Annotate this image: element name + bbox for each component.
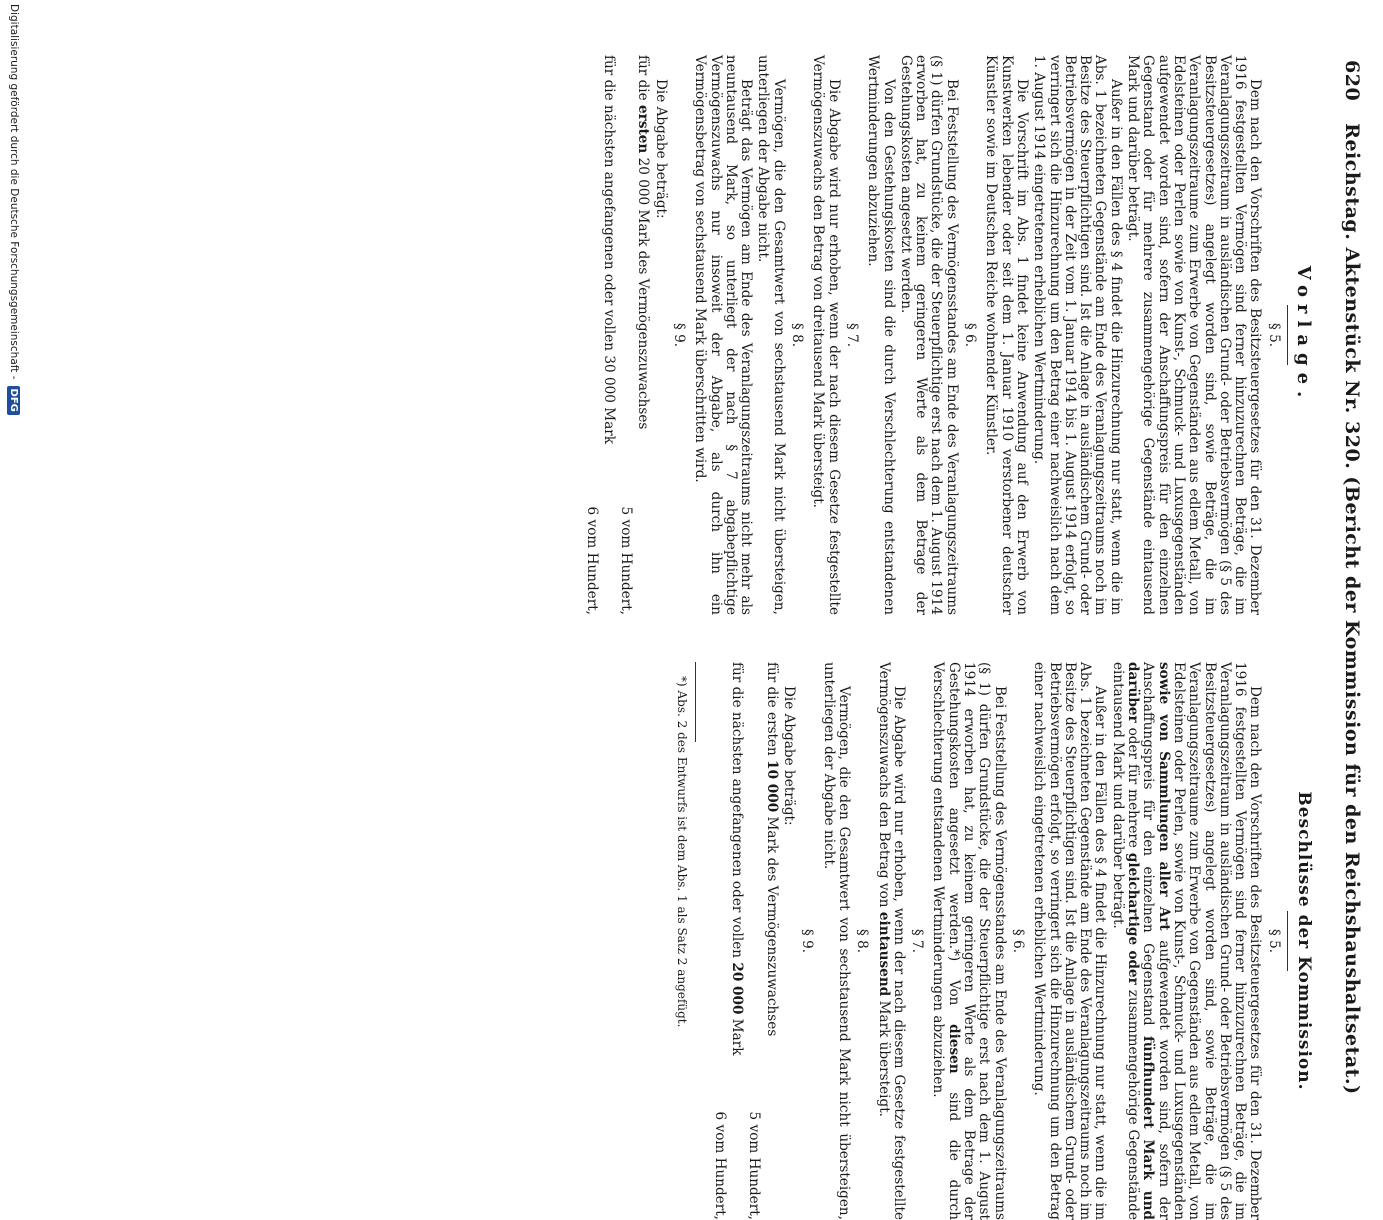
amendment-emphasis: sowie von Sammlungen aller Art: [1155, 662, 1172, 931]
section-heading: § 9.: [671, 322, 688, 348]
paragraph: Bei Feststellung des Vermögensstandes am Ende des Veranlagungszeitraums (§ 1) dürfen Grundstücke, die der Steuerpflichtige erst nach dem 1. August 1914 erworben hat, zu keinem geringeren Werte als dem Betrage der Gestehungskosten angesetzt werden.: [897, 55, 960, 615]
rate-label: für die nächsten angefangenen oder vollen 20 000 Mark: [729, 662, 746, 1056]
section-heading: § 8.: [854, 928, 871, 954]
page-number: 620: [1341, 60, 1363, 102]
section-heading: § 7.: [909, 928, 926, 954]
paragraph: Vermögen, die den Gesamtwert von sechstausend Mark nicht übersteigen, unterliegen der Abgabe nicht.: [755, 55, 787, 615]
paragraph: Bei Feststellung des Vermögensstandes am Ende des Veranlagungszeitraums (§ 1) dürfen Grundstücke, die der Steuerpflichtige erst nach dem 1. August 1914 erworben hat, zu keinem geringeren Werte als dem Betrage der Gestehungskosten angesetzt werden.*) Von diesen sind die durch Verschlechterung entstandenen Wertminderungen abzuziehen.: [930, 662, 1008, 1220]
dfg-logo: DFG: [8, 386, 21, 415]
footnote: *) Abs. 2 des Entwurfs ist dem Abs. 1 als Satz 2 angefügt.: [674, 676, 689, 1028]
column-heading-beschluesse: Beschlüsse der Kommission.: [1294, 791, 1314, 1091]
rate-line: [764, 662, 779, 1220]
paragraph: Vermögen, die den Gesamtwert von sechstausend Mark nicht übersteigen, unterliegen der Abgabe nicht.: [820, 662, 852, 1220]
heading-rule: [1287, 911, 1288, 971]
column-beschluesse: [671, 662, 1313, 1220]
rate-value: 6 vom Hundert,: [583, 506, 600, 615]
amendment-emphasis: diesen: [945, 1024, 962, 1074]
amendment-emphasis: gleichartige oder: [1125, 852, 1142, 985]
section-heading: § 5.: [1265, 322, 1282, 348]
credit-text: Digitalisierung gefördert durch die Deutsche Forschungsgemeinschaft -: [8, 4, 20, 380]
section-heading: § 7.: [843, 322, 860, 348]
paragraph: Außer in den Fällen des § 4 findet die Hinzurechnung nur statt, wenn die im Abs. 1 bezeichneten Gegenstände am Ende des Veranlagungszeitraums noch im Besitze des Steuerpflichtigen sind. Ist die Anlage in ausländischem Grund- oder Betriebsvermögen erfolgt, so verringert sich die Hinzurechnung um den Betrag einer nachweislich eingetretenen erheblichen Wertminderung.: [1031, 662, 1109, 1220]
amendment-emphasis: eintausend: [875, 911, 892, 997]
rate-value: 5 vom Hundert,: [618, 506, 635, 615]
rate-line: [635, 55, 650, 615]
rate-label: für die ersten 10 000 Mark des Vermögenszuwachses: [763, 662, 780, 1037]
paragraph: Die Vorschrift im Abs. 1 findet keine Anwendung auf den Erwerb von Kunstwerken lebender oder seit dem 1. Januar 1910 verstorbener deutscher Künstler sowie im Deutschen Reiche wohnender Künstler.: [983, 55, 1030, 615]
rate-label: für die ersten 20 000 Mark des Vermögenszuwachses: [635, 55, 652, 430]
section-heading: § 6.: [1009, 928, 1026, 954]
running-header: [1329, 60, 1363, 1095]
column-vorlage: [581, 55, 1313, 615]
rate-label: für die nächsten angefangenen oder vollen 30 000 Mark: [600, 55, 617, 445]
paragraph: Die Abgabe wird nur erhoben, wenn der nach diesem Gesetze festgestellte Vermögenszuwachs den Betrag von dreitausend Mark übersteigt.: [810, 55, 842, 615]
paragraph: Von den Gestehungskosten sind die durch Verschlechterung entstandenen Wertminderungen abzuziehen.: [865, 55, 897, 615]
paragraph: Dem nach den Vorschriften des Besitzsteuergesetzes für den 31. Dezember 1916 festgestellten Vermögen sind ferner hinzuzurechnen Beträge, die im Veranlagungszeitraum in ausländischen Grund- oder Betriebsvermögen (§ 5 des Besitzsteuergesetzes) angelegt worden sind, sowie Beträge, die im Veranlagungszeitraume zum Erwerbe von Gegenständen aus edlem Metall, von Edelsteinen oder Perlen, sowie von Kunst-, Schmuck- und Luxusgegenständen sowie von Sammlungen aller Art aufgewendet worden sind, sofern der Anschaffungspreis für den einzelnen Gegenstand fünfhundert Mark und darüber oder für mehrere gleichartige oder zusammengehörige Gegenstände eintausend Mark und darüber beträgt.: [1109, 662, 1264, 1220]
rate-value: 6 vom Hundert,: [711, 1111, 728, 1220]
paragraph: Die Abgabe wird nur erhoben, wenn der nach diesem Gesetze festgestellte Vermögenszuwachs den Betrag von eintausend Mark übersteigt.: [875, 662, 907, 1220]
section-heading: § 5.: [1265, 928, 1282, 954]
heading-rule: [1287, 305, 1288, 365]
section-heading: § 6.: [962, 322, 979, 348]
digitization-credit: [3, 0, 25, 1004]
section-heading: § 8.: [789, 322, 806, 348]
column-heading-vorlage: Vorlage.: [1293, 265, 1314, 405]
paragraph: Die Abgabe beträgt:: [652, 79, 669, 219]
paragraph: Die Abgabe beträgt:: [781, 686, 798, 826]
paragraph: Dem nach den Vorschriften des Besitzsteuergesetzes für den 31. Dezember 1916 festgestellten Vermögen sind ferner hinzuzurechnen Beträge, die im Veranlagungszeitraum in ausländischen Grund- oder Betriebsvermögen (§ 5 des Besitzsteuergesetzes) angelegt worden sind, sowie Beträge, die im Veranlagungszeitraume zum Erwerbe von Gegenständen aus edlem Metall, von Edelsteinen oder Perlen sowie von Kunst-, Schmuck- und Luxusgegenständen aufgewendet worden sind, sofern der Anschaffungspreis für den einzelnen Gegenstand oder für mehrere zusammengehörige Gegenstände eintausend Mark und darüber beträgt.: [1125, 55, 1264, 615]
rate-line: [601, 55, 616, 615]
amendment-emphasis: fünfhundert Mark und darüber: [1125, 662, 1157, 1220]
footnote-rule: [695, 662, 696, 742]
paragraph: Außer in den Fällen des § 4 findet die Hinzurechnung nur statt, wenn die im Abs. 1 bezeichneten Gegenstände am Ende des Veranlagungszeitraums noch im Besitze des Steuerpflichtigen sind. Ist die Anlage in ausländischem Grund- oder Betriebsvermögen in der Zeit vom 1. Januar 1914 bis 1. August 1914 erfolgt, so verringert sich die Hinzurechnung um den Betrag einer nachweislich nach dem 1. August 1914 eingetretenen erheblichen Wertminderung.: [1031, 55, 1124, 615]
header-title: Reichstag. Aktenstück Nr. 320. (Bericht der Kommission für den Reichshaushaltsetat.): [1341, 123, 1363, 1095]
section-heading: § 9.: [799, 928, 816, 954]
rate-value: 5 vom Hundert,: [746, 1111, 763, 1220]
rate-line: [729, 662, 744, 1220]
paragraph: Beträgt das Vermögen am Ende des Veranlagungszeitraums nicht mehr als neuntausend Mark, so unterliegt der nach § 7 abgabepflichtige Vermögenszuwachs nur insoweit der Abgabe, als durch ihn ein Vermögensbetrag von sechstausend Mark überschritten wird.: [692, 55, 755, 615]
